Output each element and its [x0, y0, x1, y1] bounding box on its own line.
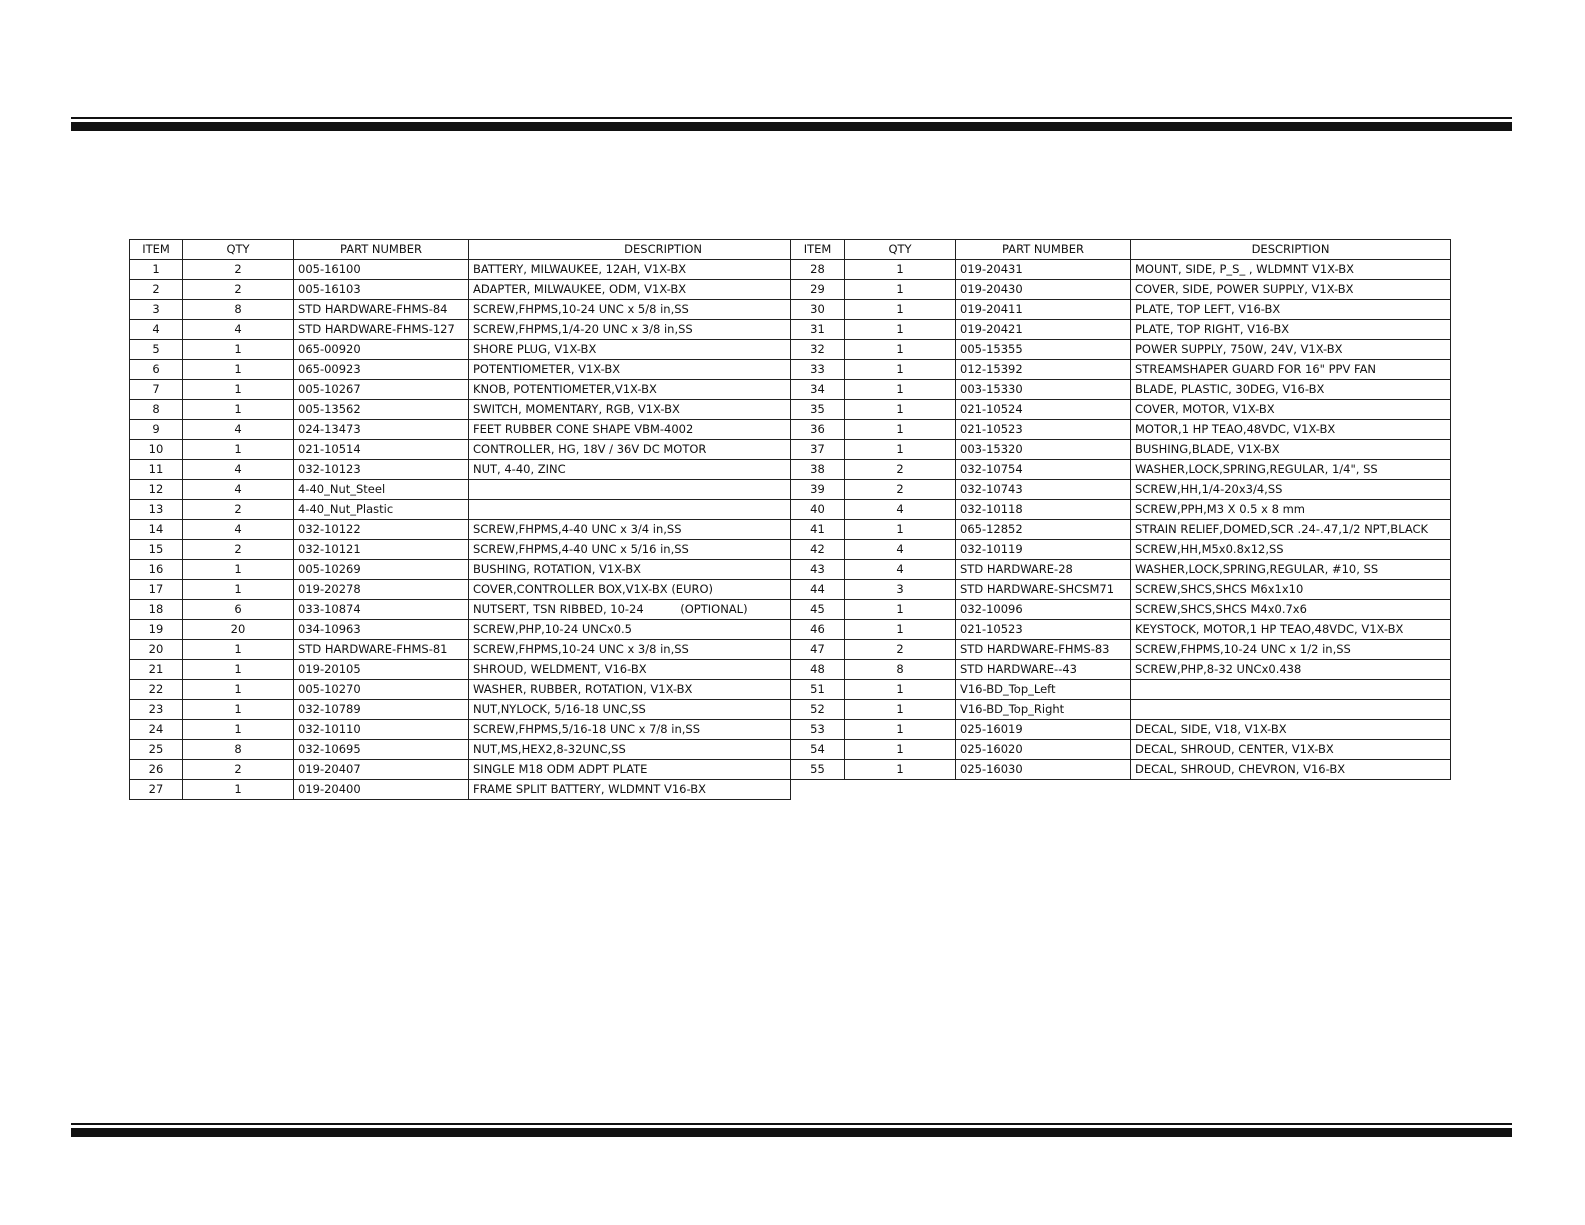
qty-cell: 1	[183, 580, 294, 600]
part-number-cell: 019-20407	[294, 760, 469, 780]
description-cell: SCREW,FHPMS,5/16-18 UNC x 7/8 in,SS	[469, 720, 791, 740]
part-number-cell: 033-10874	[294, 600, 469, 620]
part-number-cell: 019-20431	[956, 260, 1131, 280]
item-cell: 10	[130, 440, 183, 460]
table-row	[130, 540, 791, 560]
table-row	[130, 400, 791, 420]
item-cell: 19	[130, 620, 183, 640]
qty-cell: 4	[183, 320, 294, 340]
table-row	[791, 760, 1451, 780]
description-cell: SCREW,SHCS,SHCS M4x0.7x6	[1131, 600, 1451, 620]
table-row	[130, 520, 791, 540]
part-number-cell: 024-13473	[294, 420, 469, 440]
qty-cell: 6	[183, 600, 294, 620]
item-cell: 30	[791, 300, 845, 320]
item-cell: 14	[130, 520, 183, 540]
qty-cell: 2	[845, 480, 956, 500]
description-cell: STRAIN RELIEF,DOMED,SCR .24-.47,1/2 NPT,BLACK	[1131, 520, 1451, 540]
header-row	[130, 240, 791, 260]
description-cell: MOTOR,1 HP TEAO,48VDC, V1X-BX	[1131, 420, 1451, 440]
qty-cell: 1	[845, 700, 956, 720]
top-rule	[71, 117, 1512, 131]
table-row	[130, 340, 791, 360]
table-row	[791, 500, 1451, 520]
item-cell: 41	[791, 520, 845, 540]
part-number-cell: 019-20105	[294, 660, 469, 680]
description-cell: COVER, MOTOR, V1X-BX	[1131, 400, 1451, 420]
qty-cell: 2	[845, 460, 956, 480]
qty-cell: 1	[845, 520, 956, 540]
qty-cell: 1	[183, 640, 294, 660]
qty-cell: 1	[845, 300, 956, 320]
qty-cell: 1	[845, 380, 956, 400]
table-row	[130, 280, 791, 300]
description-cell: SCREW,PPH,M3 X 0.5 x 8 mm	[1131, 500, 1451, 520]
description-cell	[469, 480, 791, 500]
col-header-qty: QTY	[845, 240, 956, 260]
part-number-cell: 019-20411	[956, 300, 1131, 320]
qty-cell: 4	[183, 520, 294, 540]
part-number-cell: 021-10523	[956, 420, 1131, 440]
item-cell: 48	[791, 660, 845, 680]
item-cell: 11	[130, 460, 183, 480]
part-number-cell: 4-40_Nut_Plastic	[294, 500, 469, 520]
part-number-cell: 4-40_Nut_Steel	[294, 480, 469, 500]
qty-cell: 1	[183, 560, 294, 580]
item-cell: 54	[791, 740, 845, 760]
part-number-cell: 032-10110	[294, 720, 469, 740]
description-cell: ADAPTER, MILWAUKEE, ODM, V1X-BX	[469, 280, 791, 300]
part-number-cell: 019-20278	[294, 580, 469, 600]
table-row	[130, 760, 791, 780]
description-cell: COVER,CONTROLLER BOX,V1X-BX (EURO)	[469, 580, 791, 600]
table-row	[791, 660, 1451, 680]
item-cell: 3	[130, 300, 183, 320]
table-row	[791, 340, 1451, 360]
qty-cell: 1	[183, 720, 294, 740]
part-number-cell: 005-16103	[294, 280, 469, 300]
table-row	[791, 380, 1451, 400]
description-cell: SCREW,SHCS,SHCS M6x1x10	[1131, 580, 1451, 600]
col-header-description: DESCRIPTION	[469, 240, 791, 260]
table-row	[791, 320, 1451, 340]
part-number-cell: 032-10122	[294, 520, 469, 540]
qty-cell: 3	[845, 580, 956, 600]
description-cell: SCREW,FHPMS,4-40 UNC x 5/16 in,SS	[469, 540, 791, 560]
table-row	[791, 400, 1451, 420]
item-cell: 22	[130, 680, 183, 700]
part-number-cell: 005-15355	[956, 340, 1131, 360]
item-cell: 17	[130, 580, 183, 600]
item-cell: 46	[791, 620, 845, 640]
qty-cell: 1	[183, 340, 294, 360]
part-number-cell: STD HARDWARE--43	[956, 660, 1131, 680]
qty-cell: 2	[183, 260, 294, 280]
qty-cell: 4	[183, 420, 294, 440]
part-number-cell: 032-10118	[956, 500, 1131, 520]
part-number-cell: 032-10695	[294, 740, 469, 760]
item-cell: 8	[130, 400, 183, 420]
qty-cell: 1	[845, 420, 956, 440]
item-cell: 33	[791, 360, 845, 380]
col-header-description: DESCRIPTION	[1131, 240, 1451, 260]
part-number-cell: 032-10119	[956, 540, 1131, 560]
part-number-cell: 032-10789	[294, 700, 469, 720]
description-cell: SHROUD, WELDMENT, V16-BX	[469, 660, 791, 680]
part-number-cell: STD HARDWARE-SHCSM71	[956, 580, 1131, 600]
table-row	[130, 640, 791, 660]
part-number-cell: 032-10123	[294, 460, 469, 480]
item-cell: 18	[130, 600, 183, 620]
description-cell	[469, 500, 791, 520]
table-row	[791, 300, 1451, 320]
item-cell: 27	[130, 780, 183, 800]
item-cell: 53	[791, 720, 845, 740]
part-number-cell: 032-10121	[294, 540, 469, 560]
col-header-item: ITEM	[791, 240, 845, 260]
bottom-rule	[71, 1123, 1512, 1137]
part-number-cell: V16-BD_Top_Right	[956, 700, 1131, 720]
qty-cell: 2	[845, 640, 956, 660]
description-cell: SCREW,FHPMS,10-24 UNC x 5/8 in,SS	[469, 300, 791, 320]
qty-cell: 20	[183, 620, 294, 640]
description-cell: SCREW,FHPMS,4-40 UNC x 3/4 in,SS	[469, 520, 791, 540]
table-row	[791, 520, 1451, 540]
part-number-cell: 065-12852	[956, 520, 1131, 540]
item-cell: 26	[130, 760, 183, 780]
part-number-cell: 021-10524	[956, 400, 1131, 420]
qty-cell: 2	[183, 280, 294, 300]
qty-cell: 1	[845, 620, 956, 640]
item-cell: 39	[791, 480, 845, 500]
description-cell: PLATE, TOP LEFT, V16-BX	[1131, 300, 1451, 320]
qty-cell: 1	[183, 440, 294, 460]
part-number-cell: 032-10096	[956, 600, 1131, 620]
part-number-cell: V16-BD_Top_Left	[956, 680, 1131, 700]
qty-cell: 1	[845, 260, 956, 280]
qty-cell: 1	[845, 400, 956, 420]
header-row	[791, 240, 1451, 260]
description-cell: NUT,MS,HEX2,8-32UNC,SS	[469, 740, 791, 760]
description-cell: SCREW,FHPMS,1/4-20 UNC x 3/8 in,SS	[469, 320, 791, 340]
parts-table-left-body	[130, 260, 791, 800]
part-number-cell: 003-15330	[956, 380, 1131, 400]
qty-cell: 4	[845, 560, 956, 580]
description-cell: FEET RUBBER CONE SHAPE VBM-4002	[469, 420, 791, 440]
item-cell: 31	[791, 320, 845, 340]
qty-cell: 1	[845, 740, 956, 760]
part-number-cell: 005-16100	[294, 260, 469, 280]
table-row	[130, 500, 791, 520]
description-cell: BUSHING,BLADE, V1X-BX	[1131, 440, 1451, 460]
parts-table-right-body	[791, 260, 1451, 780]
table-row	[791, 360, 1451, 380]
item-cell: 9	[130, 420, 183, 440]
part-number-cell: 065-00923	[294, 360, 469, 380]
qty-cell: 1	[845, 680, 956, 700]
part-number-cell: 021-10514	[294, 440, 469, 460]
qty-cell: 2	[183, 500, 294, 520]
item-cell: 23	[130, 700, 183, 720]
table-row	[130, 260, 791, 280]
part-number-cell: 034-10963	[294, 620, 469, 640]
table-row	[791, 700, 1451, 720]
part-number-cell: 025-16019	[956, 720, 1131, 740]
part-number-cell: STD HARDWARE-FHMS-84	[294, 300, 469, 320]
item-cell: 24	[130, 720, 183, 740]
part-number-cell: STD HARDWARE-28	[956, 560, 1131, 580]
table-row	[791, 640, 1451, 660]
item-cell: 4	[130, 320, 183, 340]
item-cell: 28	[791, 260, 845, 280]
description-cell: SCREW,FHPMS,10-24 UNC x 1/2 in,SS	[1131, 640, 1451, 660]
qty-cell: 4	[183, 460, 294, 480]
parts-table-right	[790, 239, 1451, 780]
table-row	[130, 700, 791, 720]
item-cell: 7	[130, 380, 183, 400]
qty-cell: 2	[183, 760, 294, 780]
description-cell: WASHER, RUBBER, ROTATION, V1X-BX	[469, 680, 791, 700]
description-cell: SCREW,HH,M5x0.8x12,SS	[1131, 540, 1451, 560]
item-cell: 40	[791, 500, 845, 520]
item-cell: 35	[791, 400, 845, 420]
table-row	[130, 580, 791, 600]
table-row	[130, 740, 791, 760]
table-row	[130, 780, 791, 800]
table-row	[130, 620, 791, 640]
item-cell: 36	[791, 420, 845, 440]
table-row	[791, 620, 1451, 640]
table-row	[130, 300, 791, 320]
qty-cell: 4	[845, 540, 956, 560]
item-cell: 1	[130, 260, 183, 280]
item-cell: 25	[130, 740, 183, 760]
table-row	[791, 440, 1451, 460]
table-row	[130, 600, 791, 620]
part-number-cell: 005-13562	[294, 400, 469, 420]
part-number-cell: 019-20421	[956, 320, 1131, 340]
item-cell: 51	[791, 680, 845, 700]
item-cell: 43	[791, 560, 845, 580]
table-row	[791, 280, 1451, 300]
part-number-cell: 005-10270	[294, 680, 469, 700]
qty-cell: 1	[183, 360, 294, 380]
description-cell: DECAL, SHROUD, CENTER, V1X-BX	[1131, 740, 1451, 760]
col-header-part-number: PART NUMBER	[956, 240, 1131, 260]
table-row	[791, 540, 1451, 560]
qty-cell: 1	[183, 380, 294, 400]
item-cell: 45	[791, 600, 845, 620]
part-number-cell: 003-15320	[956, 440, 1131, 460]
qty-cell: 1	[845, 360, 956, 380]
description-cell: SCREW,PHP,8-32 UNCx0.438	[1131, 660, 1451, 680]
qty-cell: 1	[183, 400, 294, 420]
item-cell: 55	[791, 760, 845, 780]
table-row	[791, 740, 1451, 760]
item-cell: 5	[130, 340, 183, 360]
qty-cell: 1	[183, 660, 294, 680]
table-row	[791, 680, 1451, 700]
description-cell: BLADE, PLASTIC, 30DEG, V16-BX	[1131, 380, 1451, 400]
description-cell: SHORE PLUG, V1X-BX	[469, 340, 791, 360]
col-header-part-number: PART NUMBER	[294, 240, 469, 260]
qty-cell: 8	[845, 660, 956, 680]
item-cell: 44	[791, 580, 845, 600]
table-row	[130, 680, 791, 700]
description-cell: NUTSERT, TSN RIBBED, 10-24 (OPTIONAL)	[469, 600, 791, 620]
part-number-cell: 065-00920	[294, 340, 469, 360]
description-cell: SCREW,HH,1/4-20x3/4,SS	[1131, 480, 1451, 500]
table-row	[791, 420, 1451, 440]
qty-cell: 8	[183, 300, 294, 320]
description-cell: MOUNT, SIDE, P_S_ , WLDMNT V1X-BX	[1131, 260, 1451, 280]
description-cell: NUT,NYLOCK, 5/16-18 UNC,SS	[469, 700, 791, 720]
part-number-cell: 019-20430	[956, 280, 1131, 300]
part-number-cell: 019-20400	[294, 780, 469, 800]
parts-table-left	[129, 239, 791, 800]
part-number-cell: STD HARDWARE-FHMS-127	[294, 320, 469, 340]
table-row	[130, 360, 791, 380]
table-row	[130, 420, 791, 440]
description-cell: WASHER,LOCK,SPRING,REGULAR, #10, SS	[1131, 560, 1451, 580]
qty-cell: 1	[845, 760, 956, 780]
part-number-cell: 032-10754	[956, 460, 1131, 480]
qty-cell: 1	[183, 680, 294, 700]
item-cell: 52	[791, 700, 845, 720]
description-cell: BUSHING, ROTATION, V1X-BX	[469, 560, 791, 580]
table-row	[130, 660, 791, 680]
description-cell: NUT, 4-40, ZINC	[469, 460, 791, 480]
description-cell: KEYSTOCK, MOTOR,1 HP TEAO,48VDC, V1X-BX	[1131, 620, 1451, 640]
description-cell: POTENTIOMETER, V1X-BX	[469, 360, 791, 380]
part-number-cell: 012-15392	[956, 360, 1131, 380]
item-cell: 20	[130, 640, 183, 660]
qty-cell: 4	[183, 480, 294, 500]
part-number-cell: 025-16030	[956, 760, 1131, 780]
description-cell: FRAME SPLIT BATTERY, WLDMNT V16-BX	[469, 780, 791, 800]
description-cell: SCREW,PHP,10-24 UNCx0.5	[469, 620, 791, 640]
description-cell: BATTERY, MILWAUKEE, 12AH, V1X-BX	[469, 260, 791, 280]
part-number-cell: STD HARDWARE-FHMS-83	[956, 640, 1131, 660]
description-cell: SINGLE M18 ODM ADPT PLATE	[469, 760, 791, 780]
table-row	[791, 260, 1451, 280]
table-row	[130, 720, 791, 740]
table-row	[130, 480, 791, 500]
qty-cell: 1	[845, 340, 956, 360]
description-cell: DECAL, SIDE, V18, V1X-BX	[1131, 720, 1451, 740]
table-row	[130, 320, 791, 340]
description-cell: SCREW,FHPMS,10-24 UNC x 3/8 in,SS	[469, 640, 791, 660]
description-cell: SWITCH, MOMENTARY, RGB, V1X-BX	[469, 400, 791, 420]
qty-cell: 1	[183, 780, 294, 800]
item-cell: 29	[791, 280, 845, 300]
item-cell: 37	[791, 440, 845, 460]
item-cell: 38	[791, 460, 845, 480]
qty-cell: 1	[183, 700, 294, 720]
qty-cell: 4	[845, 500, 956, 520]
item-cell: 34	[791, 380, 845, 400]
description-cell: KNOB, POTENTIOMETER,V1X-BX	[469, 380, 791, 400]
description-cell: DECAL, SHROUD, CHEVRON, V16-BX	[1131, 760, 1451, 780]
qty-cell: 1	[845, 720, 956, 740]
part-number-cell: 025-16020	[956, 740, 1131, 760]
col-header-qty: QTY	[183, 240, 294, 260]
part-number-cell: 021-10523	[956, 620, 1131, 640]
part-number-cell: 032-10743	[956, 480, 1131, 500]
qty-cell: 8	[183, 740, 294, 760]
item-cell: 15	[130, 540, 183, 560]
description-cell: CONTROLLER, HG, 18V / 36V DC MOTOR	[469, 440, 791, 460]
item-cell: 47	[791, 640, 845, 660]
table-row	[791, 720, 1451, 740]
description-cell: PLATE, TOP RIGHT, V16-BX	[1131, 320, 1451, 340]
table-row	[791, 600, 1451, 620]
part-number-cell: 005-10267	[294, 380, 469, 400]
table-row	[791, 460, 1451, 480]
qty-cell: 1	[845, 600, 956, 620]
description-cell: STREAMSHAPER GUARD FOR 16" PPV FAN	[1131, 360, 1451, 380]
description-cell: WASHER,LOCK,SPRING,REGULAR, 1/4", SS	[1131, 460, 1451, 480]
part-number-cell: STD HARDWARE-FHMS-81	[294, 640, 469, 660]
table-row	[130, 460, 791, 480]
item-cell: 2	[130, 280, 183, 300]
qty-cell: 1	[845, 440, 956, 460]
description-cell	[1131, 700, 1451, 720]
table-row	[791, 480, 1451, 500]
item-cell: 6	[130, 360, 183, 380]
item-cell: 13	[130, 500, 183, 520]
item-cell: 32	[791, 340, 845, 360]
table-row	[130, 560, 791, 580]
description-cell: POWER SUPPLY, 750W, 24V, V1X-BX	[1131, 340, 1451, 360]
qty-cell: 1	[845, 280, 956, 300]
col-header-item: ITEM	[130, 240, 183, 260]
table-row	[130, 380, 791, 400]
description-cell: COVER, SIDE, POWER SUPPLY, V1X-BX	[1131, 280, 1451, 300]
item-cell: 12	[130, 480, 183, 500]
table-row	[791, 560, 1451, 580]
qty-cell: 2	[183, 540, 294, 560]
table-row	[791, 580, 1451, 600]
description-cell	[1131, 680, 1451, 700]
table-row	[130, 440, 791, 460]
item-cell: 21	[130, 660, 183, 680]
item-cell: 42	[791, 540, 845, 560]
part-number-cell: 005-10269	[294, 560, 469, 580]
qty-cell: 1	[845, 320, 956, 340]
item-cell: 16	[130, 560, 183, 580]
